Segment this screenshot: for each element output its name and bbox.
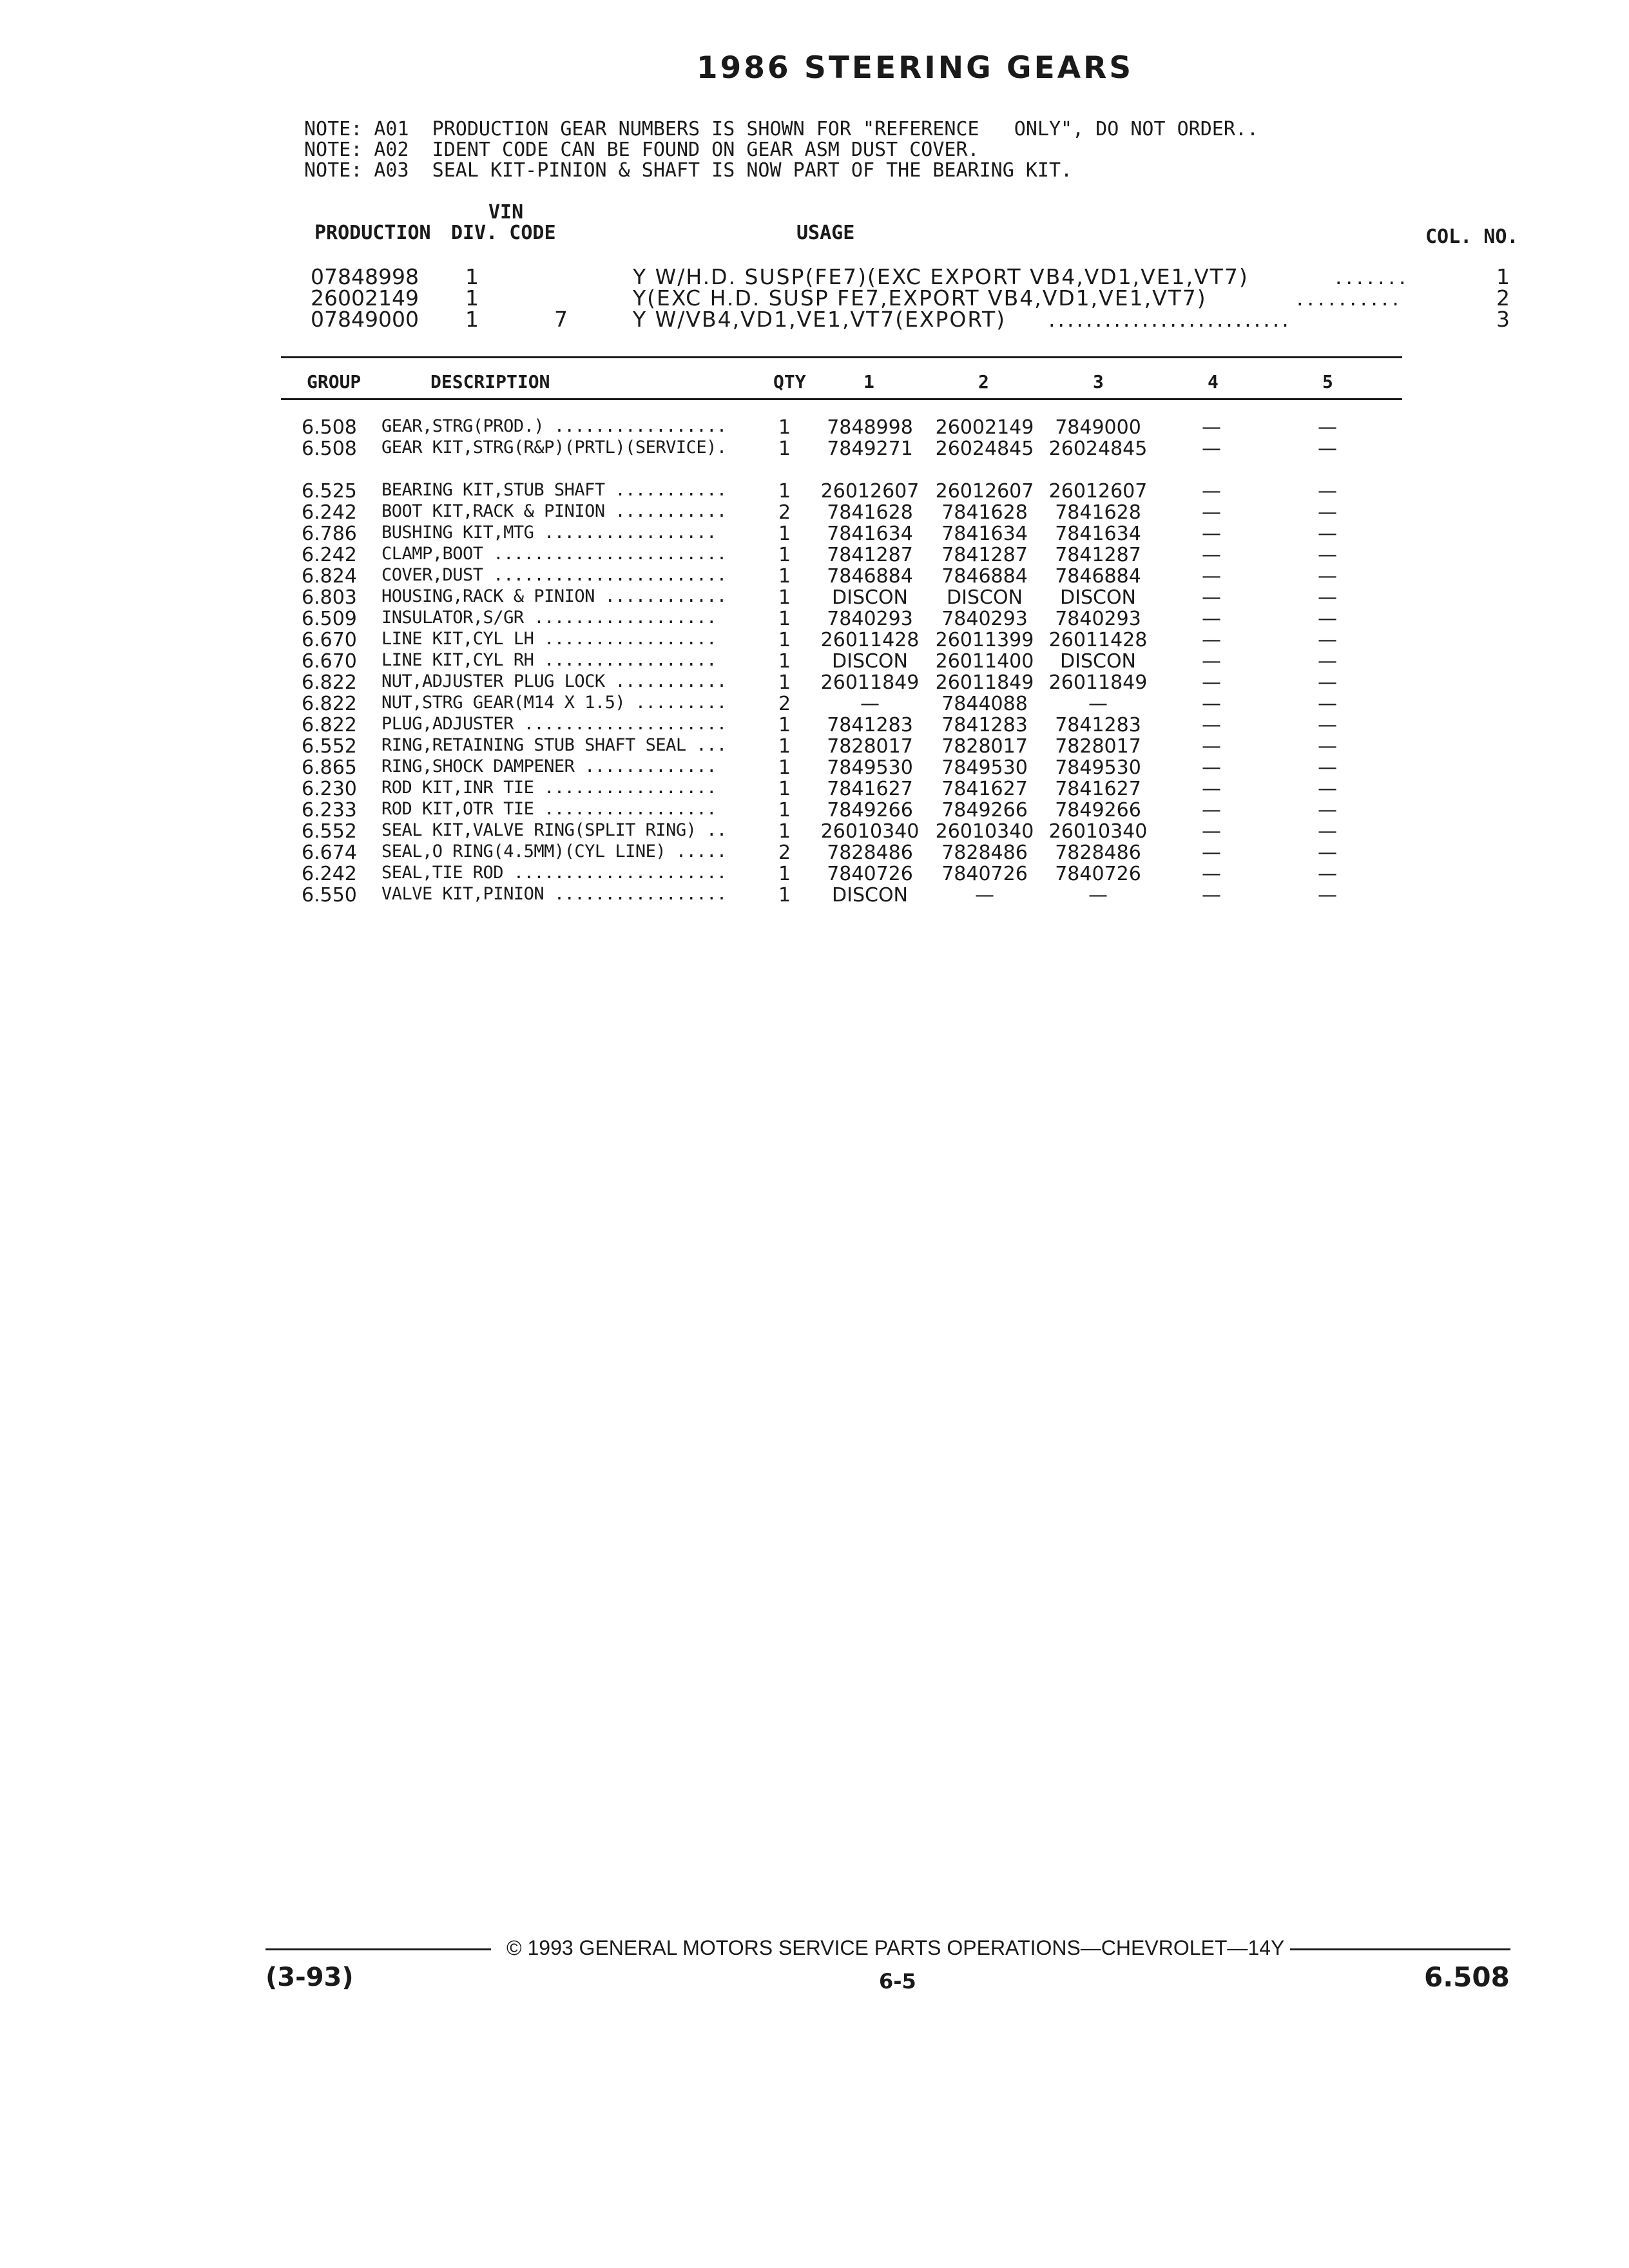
part-number-col-2: DISCON <box>947 586 1023 609</box>
part-number-col-4: — <box>1202 671 1221 694</box>
group-cell: 6.822 <box>302 671 357 694</box>
qty-cell: 1 <box>778 523 791 545</box>
part-number-col-5: — <box>1318 565 1337 588</box>
table-row <box>0 544 1629 564</box>
div-code-header: DIV. CODE <box>451 222 556 244</box>
qty-cell: 1 <box>778 884 791 907</box>
part-number-col-4: — <box>1202 650 1221 673</box>
part-number-col-5: — <box>1318 437 1337 460</box>
column-number: 2 <box>1496 285 1510 311</box>
part-number-col-3: 7849000 <box>1055 416 1141 439</box>
description-cell: INSULATOR,S/GR .................. <box>381 608 717 628</box>
description-cell: HOUSING,RACK & PINION ............ <box>381 586 727 606</box>
group-cell: 6.242 <box>302 501 357 524</box>
part-number-col-5: — <box>1318 820 1337 843</box>
qty-cell: 1 <box>778 629 791 651</box>
part-number-col-4: — <box>1202 820 1221 843</box>
part-number-col-1: 7848998 <box>827 416 913 439</box>
table-row <box>0 841 1629 862</box>
qty-cell: 1 <box>778 608 791 630</box>
footer-rule-right <box>1290 1948 1510 1950</box>
table-row <box>0 863 1629 883</box>
table-row <box>0 608 1629 628</box>
page-number: 6-5 <box>879 1969 916 1994</box>
group-cell: 6.552 <box>302 735 357 758</box>
qty-column-header: QTY <box>773 371 806 392</box>
part-number-col-2: 7841287 <box>941 544 1028 566</box>
col-no-header: COL. NO. <box>1425 226 1519 248</box>
section-number: 6.508 <box>1424 1961 1510 1993</box>
table-row <box>0 629 1629 649</box>
part-number-col-1: 7841283 <box>827 714 913 736</box>
table-row <box>0 565 1629 586</box>
division: 1 <box>465 285 479 311</box>
part-number-col-1: 7849530 <box>827 756 913 779</box>
usage-header: USAGE <box>796 222 855 244</box>
part-number-col-4: — <box>1202 841 1221 864</box>
group-cell: 6.670 <box>302 629 357 651</box>
part-number-col-1: 7841627 <box>827 778 913 800</box>
description-cell: SEAL,O RING(4.5MM)(CYL LINE) ..... <box>381 841 727 861</box>
part-number-col-1: 26011428 <box>820 629 920 651</box>
part-number-col-4: — <box>1202 863 1221 885</box>
part-number-col-3: — <box>1088 884 1108 907</box>
group-cell: 6.525 <box>302 480 357 503</box>
qty-cell: 1 <box>778 671 791 694</box>
part-number-col-2: 7840293 <box>941 608 1028 630</box>
part-number-col-5: — <box>1318 416 1337 439</box>
description-cell: RING,SHOCK DAMPENER ............. <box>381 756 717 776</box>
part-number-col-2: 7849266 <box>941 799 1028 822</box>
part-number-col-2: 7844088 <box>941 693 1028 715</box>
part-number-col-1: 26010340 <box>820 820 920 843</box>
part-number-col-5: — <box>1318 650 1337 673</box>
description-cell: CLAMP,BOOT ....................... <box>381 544 727 564</box>
part-number-col-2: 26010340 <box>935 820 1034 843</box>
description-cell: VALVE KIT,PINION ................. <box>381 884 727 904</box>
qty-cell: 1 <box>778 735 791 758</box>
table-row <box>0 416 1629 437</box>
group-cell: 6.674 <box>302 841 357 864</box>
qty-cell: 1 <box>778 565 791 588</box>
group-cell: 6.822 <box>302 714 357 736</box>
production-header: PRODUCTION <box>314 222 431 244</box>
column-5-header: 5 <box>1322 371 1333 392</box>
description-cell: GEAR,STRG(PROD.) ................. <box>381 416 727 436</box>
part-number-col-2: 26011399 <box>935 629 1034 651</box>
part-number-col-4: — <box>1202 416 1221 439</box>
group-cell: 6.242 <box>302 863 357 885</box>
group-cell: 6.786 <box>302 523 357 545</box>
note-a03: NOTE: A03 SEAL KIT-PINION & SHAFT IS NOW PART OF THE BEARING KIT. <box>304 159 1073 182</box>
description-cell: GEAR KIT,STRG(R&P)(PRTL)(SERVICE). <box>381 437 727 457</box>
part-number-col-4: — <box>1202 735 1221 758</box>
part-number-col-5: — <box>1318 756 1337 779</box>
qty-cell: 1 <box>778 820 791 843</box>
table-row <box>0 671 1629 692</box>
qty-cell: 1 <box>778 714 791 736</box>
part-number-col-3: 7846884 <box>1055 565 1141 588</box>
table-row <box>0 820 1629 841</box>
column-4-header: 4 <box>1208 371 1219 392</box>
leader-dots: .......................... <box>1048 307 1291 332</box>
table-row <box>0 884 1629 905</box>
part-number-col-2: 7828017 <box>941 735 1028 758</box>
description-cell: NUT,ADJUSTER PLUG LOCK ........... <box>381 671 727 691</box>
part-number-col-3: 26010340 <box>1048 820 1148 843</box>
usage-text: Y W/H.D. SUSP(FE7)(EXC EXPORT VB4,VD1,VE1,VT7) <box>633 264 1249 289</box>
description-cell: ROD KIT,OTR TIE ................. <box>381 799 717 819</box>
table-row <box>0 480 1629 501</box>
group-cell: 6.865 <box>302 756 357 779</box>
description-cell: RING,RETAINING STUB SHAFT SEAL ... <box>381 735 727 755</box>
vin-code: 7 <box>554 307 568 332</box>
group-cell: 6.233 <box>302 799 357 822</box>
column-2-header: 2 <box>978 371 989 392</box>
part-number-col-2: — <box>975 884 994 907</box>
table-row <box>0 586 1629 607</box>
division: 1 <box>465 307 479 332</box>
part-number-col-1: DISCON <box>832 586 908 609</box>
part-number-col-5: — <box>1318 863 1337 885</box>
group-cell: 6.822 <box>302 693 357 715</box>
group-cell: 6.242 <box>302 544 357 566</box>
description-cell: LINE KIT,CYL RH ................. <box>381 650 717 670</box>
column-number: 3 <box>1496 307 1510 332</box>
part-number-col-4: — <box>1202 884 1221 907</box>
part-number-col-1: DISCON <box>832 884 908 907</box>
part-number-col-2: 26012607 <box>935 480 1034 503</box>
description-cell: BUSHING KIT,MTG ................. <box>381 523 717 543</box>
table-row <box>0 693 1629 713</box>
part-number-col-4: — <box>1202 756 1221 779</box>
part-number-col-1: 7840726 <box>827 863 913 885</box>
qty-cell: 2 <box>778 841 791 864</box>
part-number-col-4: — <box>1202 608 1221 630</box>
part-number-col-4: — <box>1202 693 1221 715</box>
part-number-col-2: 26011849 <box>935 671 1034 694</box>
part-number-col-5: — <box>1318 480 1337 503</box>
table-row <box>0 778 1629 798</box>
part-number-col-5: — <box>1318 799 1337 822</box>
part-number-col-3: 7841283 <box>1055 714 1141 736</box>
usage-text: Y(EXC H.D. SUSP FE7,EXPORT VB4,VD1,VE1,VT7) <box>633 285 1207 311</box>
part-number-col-4: — <box>1202 629 1221 651</box>
table-row <box>0 735 1629 756</box>
part-number-col-4: — <box>1202 565 1221 588</box>
production-number: 07848998 <box>311 264 419 289</box>
part-number-col-3: 7849266 <box>1055 799 1141 822</box>
copyright-notice: © 1993 GENERAL MOTORS SERVICE PARTS OPERATIONS—CHEVROLET—14Y <box>506 1936 1285 1959</box>
description-cell: BOOT KIT,RACK & PINION ........... <box>381 501 727 521</box>
part-number-col-1: 7841634 <box>827 523 913 545</box>
part-number-col-2: 7828486 <box>941 841 1028 864</box>
table-row <box>0 756 1629 777</box>
qty-cell: 1 <box>778 778 791 800</box>
qty-cell: 1 <box>778 480 791 503</box>
part-number-col-3: 26012607 <box>1048 480 1148 503</box>
part-number-col-4: — <box>1202 714 1221 736</box>
table-row <box>0 501 1629 522</box>
part-number-col-2: 26011400 <box>935 650 1034 673</box>
part-number-col-2: 7841628 <box>941 501 1028 524</box>
part-number-col-3: 7849530 <box>1055 756 1141 779</box>
part-number-col-3: 7840293 <box>1055 608 1141 630</box>
footer-rule-left <box>265 1948 491 1950</box>
part-number-col-1: 7849266 <box>827 799 913 822</box>
vin-header: VIN <box>488 201 524 224</box>
part-number-col-3: 7828486 <box>1055 841 1141 864</box>
production-number: 07849000 <box>311 307 419 332</box>
part-number-col-3: 26024845 <box>1048 437 1148 460</box>
part-number-col-2: 26002149 <box>935 416 1034 439</box>
part-number-col-1: 7846884 <box>827 565 913 588</box>
part-number-col-3: 26011428 <box>1048 629 1148 651</box>
qty-cell: 1 <box>778 544 791 566</box>
group-cell: 6.552 <box>302 820 357 843</box>
part-number-col-2: 7841283 <box>941 714 1028 736</box>
description-cell: COVER,DUST ....................... <box>381 565 727 585</box>
part-number-col-4: — <box>1202 778 1221 800</box>
leader-dots: ....... <box>1335 264 1410 289</box>
part-number-col-5: — <box>1318 523 1337 545</box>
qty-cell: 2 <box>778 693 791 715</box>
column-1-header: 1 <box>863 371 874 392</box>
description-cell: PLUG,ADJUSTER .................... <box>381 714 727 734</box>
part-number-col-3: 7828017 <box>1055 735 1141 758</box>
table-row <box>0 799 1629 820</box>
table-row <box>0 523 1629 543</box>
group-cell: 6.670 <box>302 650 357 673</box>
part-number-col-3: 7841287 <box>1055 544 1141 566</box>
part-number-col-1: 7841287 <box>827 544 913 566</box>
group-cell: 6.824 <box>302 565 357 588</box>
part-number-col-4: — <box>1202 544 1221 566</box>
part-number-col-2: 7846884 <box>941 565 1028 588</box>
division: 1 <box>465 264 479 289</box>
group-cell: 6.230 <box>302 778 357 800</box>
usage-text: Y W/VB4,VD1,VE1,VT7(EXPORT) <box>633 307 1006 332</box>
part-number-col-4: — <box>1202 437 1221 460</box>
group-cell: 6.550 <box>302 884 357 907</box>
description-cell: SEAL,TIE ROD ..................... <box>381 863 727 883</box>
part-number-col-3: 26011849 <box>1048 671 1148 694</box>
part-number-col-1: 26011849 <box>820 671 920 694</box>
part-number-col-3: DISCON <box>1060 650 1136 673</box>
part-number-col-5: — <box>1318 608 1337 630</box>
part-number-col-5: — <box>1318 693 1337 715</box>
qty-cell: 1 <box>778 586 791 609</box>
part-number-col-5: — <box>1318 501 1337 524</box>
part-number-col-2: 7841634 <box>941 523 1028 545</box>
note-a02: NOTE: A02 IDENT CODE CAN BE FOUND ON GEAR ASM DUST COVER. <box>304 139 979 161</box>
part-number-col-1: 7840293 <box>827 608 913 630</box>
description-cell: NUT,STRG GEAR(M14 X 1.5) ......... <box>381 693 727 713</box>
part-number-col-4: — <box>1202 586 1221 609</box>
description-cell: ROD KIT,INR TIE ................. <box>381 778 717 798</box>
date-code: (3-93) <box>265 1963 354 1992</box>
column-number: 1 <box>1496 264 1510 289</box>
qty-cell: 1 <box>778 756 791 779</box>
qty-cell: 1 <box>778 799 791 822</box>
leader-dots: .......... <box>1296 285 1403 311</box>
page-title: 1986 STEERING GEARS <box>696 50 1134 86</box>
part-number-col-3: DISCON <box>1060 586 1136 609</box>
production-number: 26002149 <box>311 285 419 311</box>
part-number-col-1: 7828017 <box>827 735 913 758</box>
part-number-col-4: — <box>1202 501 1221 524</box>
part-number-col-5: — <box>1318 671 1337 694</box>
part-number-col-2: 7840726 <box>941 863 1028 885</box>
part-number-col-1: — <box>860 693 880 715</box>
part-number-col-1: DISCON <box>832 650 908 673</box>
part-number-col-3: 7840726 <box>1055 863 1141 885</box>
part-number-col-1: 7828486 <box>827 841 913 864</box>
part-number-col-5: — <box>1318 735 1337 758</box>
group-cell: 6.508 <box>302 416 357 439</box>
table-row <box>0 714 1629 735</box>
group-cell: 6.803 <box>302 586 357 609</box>
part-number-col-2: 26024845 <box>935 437 1034 460</box>
part-number-col-5: — <box>1318 714 1337 736</box>
part-number-col-4: — <box>1202 480 1221 503</box>
part-number-col-3: 7841634 <box>1055 523 1141 545</box>
description-column-header: DESCRIPTION <box>430 371 550 392</box>
group-cell: 6.508 <box>302 437 357 460</box>
part-number-col-3: — <box>1088 693 1108 715</box>
group-cell: 6.509 <box>302 608 357 630</box>
table-row <box>0 437 1629 458</box>
description-cell: LINE KIT,CYL LH ................. <box>381 629 717 649</box>
part-number-col-1: 7841628 <box>827 501 913 524</box>
description-cell: SEAL KIT,VALVE RING(SPLIT RING) .. <box>381 820 727 840</box>
part-number-col-3: 7841627 <box>1055 778 1141 800</box>
description-cell: BEARING KIT,STUB SHAFT ........... <box>381 480 727 500</box>
qty-cell: 1 <box>778 416 791 439</box>
part-number-col-4: — <box>1202 799 1221 822</box>
part-number-col-5: — <box>1318 544 1337 566</box>
part-number-col-2: 7841627 <box>941 778 1028 800</box>
part-number-col-5: — <box>1318 778 1337 800</box>
qty-cell: 2 <box>778 501 791 524</box>
part-number-col-1: 26012607 <box>820 480 920 503</box>
part-number-col-4: — <box>1202 523 1221 545</box>
part-number-col-2: 7849530 <box>941 756 1028 779</box>
part-number-col-5: — <box>1318 629 1337 651</box>
table-row <box>0 650 1629 671</box>
part-number-col-3: 7841628 <box>1055 501 1141 524</box>
part-number-col-5: — <box>1318 586 1337 609</box>
group-column-header: GROUP <box>307 371 361 392</box>
note-a01: NOTE: A01 PRODUCTION GEAR NUMBERS IS SHOWN FOR "REFERENCE ONLY", DO NOT ORDER.. <box>304 118 1259 140</box>
part-number-col-5: — <box>1318 884 1337 907</box>
column-3-header: 3 <box>1093 371 1104 392</box>
qty-cell: 1 <box>778 437 791 460</box>
part-number-col-1: 7849271 <box>827 437 913 460</box>
part-number-col-5: — <box>1318 841 1337 864</box>
qty-cell: 1 <box>778 650 791 673</box>
qty-cell: 1 <box>778 863 791 885</box>
